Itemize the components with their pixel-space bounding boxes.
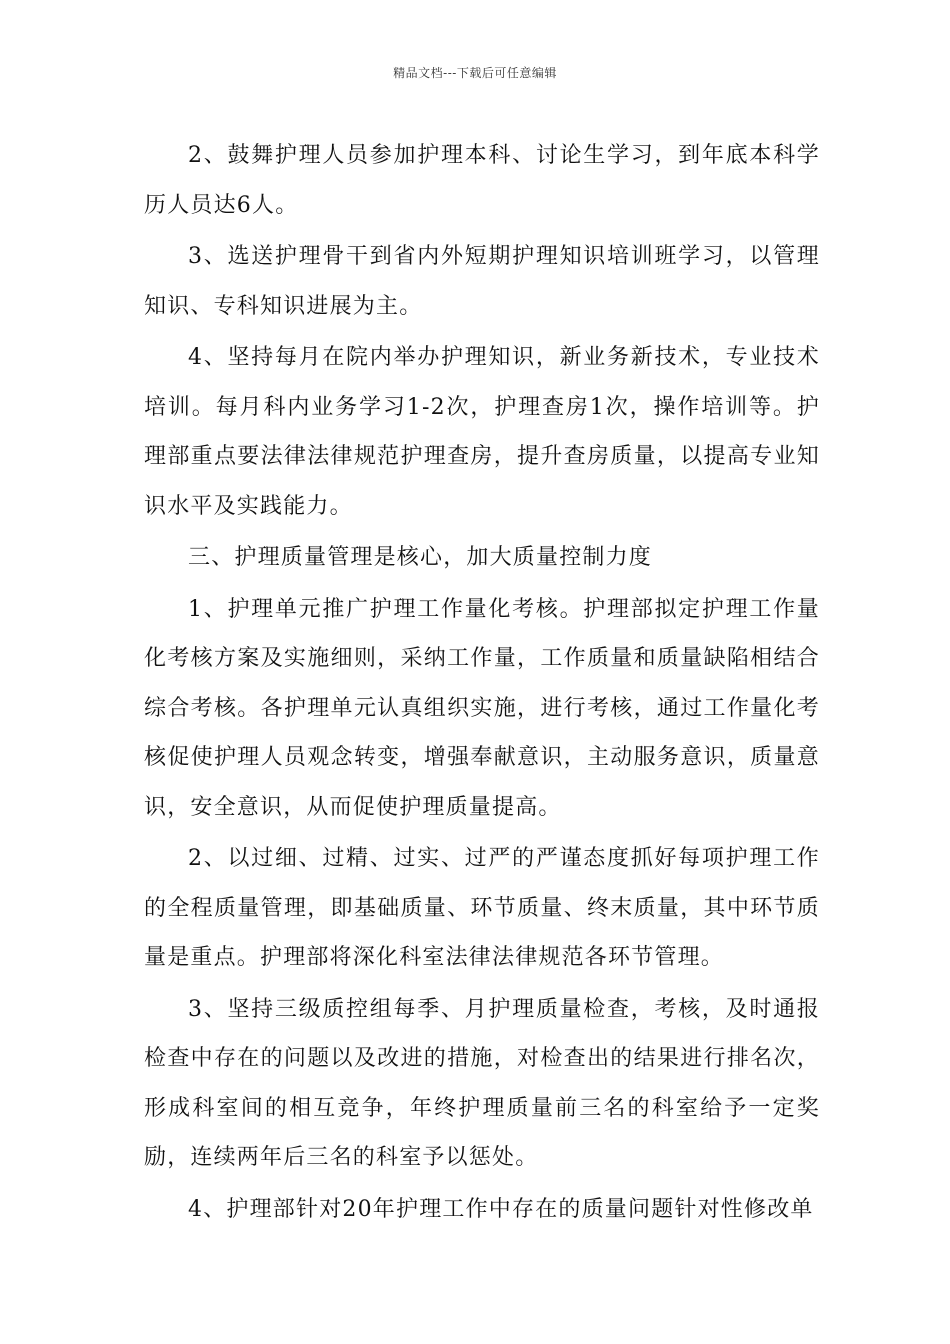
paragraph-item-4-quality-issues: 4、护理部针对20年护理工作中存在的质量问题针对性修改单 <box>188 1196 814 1222</box>
paragraph-item-4-monthly-training: 4、坚持每月在院内举办护理知识，新业务新技术，专业技术培训。每月科内业务学习1-2次，护理查房1次，操作培训等。护理部重点要法律法律规范护理查房，提升查房质量，以提高专业知识水平及实践能力。 <box>144 345 820 519</box>
section-heading-quality-management: 三、护理质量管理是核心，加大质量控制力度 <box>188 545 653 570</box>
paragraph-item-2-education: 2、鼓舞护理人员参加护理本科、讨论生学习，到年底本科学历人员达6人。 <box>144 143 820 218</box>
paragraph-item-1-quantified-assessment: 1、护理单元推广护理工作量化考核。护理部拟定护理工作量化考核方案及实施细则，采纳工作量，工作质量和质量缺陷相结合综合考核。各护理单元认真组织实施，进行考核，通过工作量化考核促使护理人员观念转变，增强奉献意识，主动服务意识，质量意识，安全意识，从而促使护理质量提高。 <box>144 596 820 820</box>
paragraph-item-2-process-quality: 2、以过细、过精、过实、过严的严谨态度抓好每项护理工作的全程质量管理，即基础质量、环节质量、终末质量，其中环节质量是重点。护理部将深化科室法律法律规范各环节管理。 <box>144 846 820 970</box>
document-body <box>144 131 820 1236</box>
paragraph-item-3-quality-inspection: 3、坚持三级质控组每季、月护理质量检查，考核，及时通报检查中存在的问题以及改进的措施，对检查出的结果进行排名次，形成科室间的相互竞争，年终护理质量前三名的科室给予一定奖励，连续两年后三名的科室予以惩处。 <box>144 996 820 1170</box>
paragraph-item-3-training: 3、选送护理骨干到省内外短期护理知识培训班学习，以管理知识、专科知识进展为主。 <box>144 244 820 319</box>
page-header: 精品文档---下载后可任意编辑 <box>393 66 557 80</box>
